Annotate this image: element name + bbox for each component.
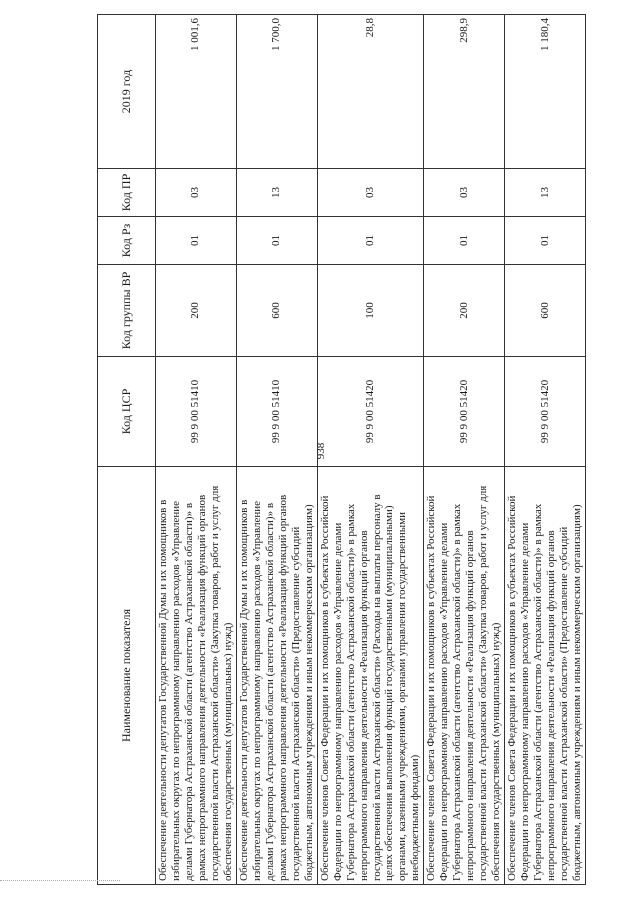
- row-value: 298,9: [424, 15, 505, 169]
- row-rz: 01: [236, 217, 317, 265]
- row-pr: 13: [505, 169, 586, 217]
- table-row: [317, 15, 424, 885]
- row-name: Обеспечение членов Совета Федерации и их помощников в субъектах Российской Федерации по непрограммному направлению расходов «Управление делами Губернатора Астраханской области (агентство Астраханской области)» в рамках непрограммного направления деятельности «Реализация функций органов государственной власти Астраханской области» (Предоставление субсидий бюджетным, автономным учреждениям и иным некоммерческим организациям): [505, 467, 586, 885]
- header-name: Наименование показателя: [98, 467, 156, 885]
- header-vr: Код группы ВР: [98, 265, 156, 357]
- row-rz: 01: [317, 217, 424, 265]
- budget-table-container: [97, 15, 584, 885]
- row-name: Обеспечение членов Совета Федерации и их помощников в субъектах Российской Федерации по непрограммному направлению расходов «Управление делами Губернатора Астраханской области (агентство Астраханской области)» в рамках непрограммного направления деятельности «Реализация функций органов государственной власти Астраханской области» (Закупка товаров, работ и услуг для обеспечения государственных (муниципальных) нужд): [424, 467, 505, 885]
- table-row: [505, 15, 586, 885]
- header-csr: Код ЦСР: [98, 357, 156, 467]
- row-csr: 99 9 00 51420: [424, 357, 505, 467]
- row-pr: 03: [424, 169, 505, 217]
- table-row: [424, 15, 505, 885]
- table-row: [236, 15, 317, 885]
- row-value: 1 700,0: [236, 15, 317, 169]
- header-year: 2019 год: [98, 15, 156, 169]
- row-vr: 600: [236, 265, 317, 357]
- row-name: Обеспечение деятельности депутатов Государственной Думы и их помощников в избирательных округах по непрограммному направлению расходов «Управление делами Губернатора Астраханской области (агентство Астраханской области)» в рамках непрограммного направления деятельности «Реализация функций органов государственной власти Астраханской области» (Предоставление субсидий бюджетным, автономным учреждениям и иным некоммерческим организациям): [236, 467, 317, 885]
- row-value: 28,8: [317, 15, 424, 169]
- row-csr: 99 9 00 51410: [156, 357, 237, 467]
- table-header-row: [98, 15, 156, 885]
- row-rz: 01: [505, 217, 586, 265]
- header-rz: Код Рз: [98, 217, 156, 265]
- row-rz: 01: [424, 217, 505, 265]
- row-vr: 200: [156, 265, 237, 357]
- row-value: 1 180,4: [505, 15, 586, 169]
- header-pr: Код ПР: [98, 169, 156, 217]
- row-vr: 600: [505, 265, 586, 357]
- row-name: Обеспечение деятельности депутатов Государственной Думы и их помощников в избирательных округах по непрограммному направлению расходов «Управление делами Губернатора Астраханской области (агентство Астраханской области)» в рамках непрограммного направления деятельности «Реализация функций органов государственной власти Астраханской области» (Закупка товаров, работ и услуг для обеспечения государственных (муниципальных) нужд): [156, 467, 237, 885]
- row-name: Обеспечение членов Совета Федерации и их помощников в субъектах Российской Федерации по непрограммному направлению расходов «Управление делами Губернатора Астраханской области (агентство Астраханской области)» в рамках непрограммного направления деятельности «Реализация функций органов государственной власти Астраханской области» (Расходы на выплаты персоналу в целях обеспечения выполнения функций государственными (муниципальными) органами, казенными учреждениями, органами управления государственными внебюджетными фондами): [317, 467, 424, 885]
- row-rz: 01: [156, 217, 237, 265]
- row-pr: 13: [236, 169, 317, 217]
- budget-table: [97, 14, 586, 885]
- row-csr: 99 9 00 51420: [317, 357, 424, 467]
- row-vr: 200: [424, 265, 505, 357]
- row-pr: 03: [156, 169, 237, 217]
- row-pr: 03: [317, 169, 424, 217]
- footer-rule: [0, 880, 120, 881]
- row-vr: 100: [317, 265, 424, 357]
- row-value: 1 001,6: [156, 15, 237, 169]
- row-csr: 99 9 00 51420: [505, 357, 586, 467]
- page-number: 938: [315, 442, 327, 460]
- row-csr: 99 9 00 51410: [236, 357, 317, 467]
- table-row: [156, 15, 237, 885]
